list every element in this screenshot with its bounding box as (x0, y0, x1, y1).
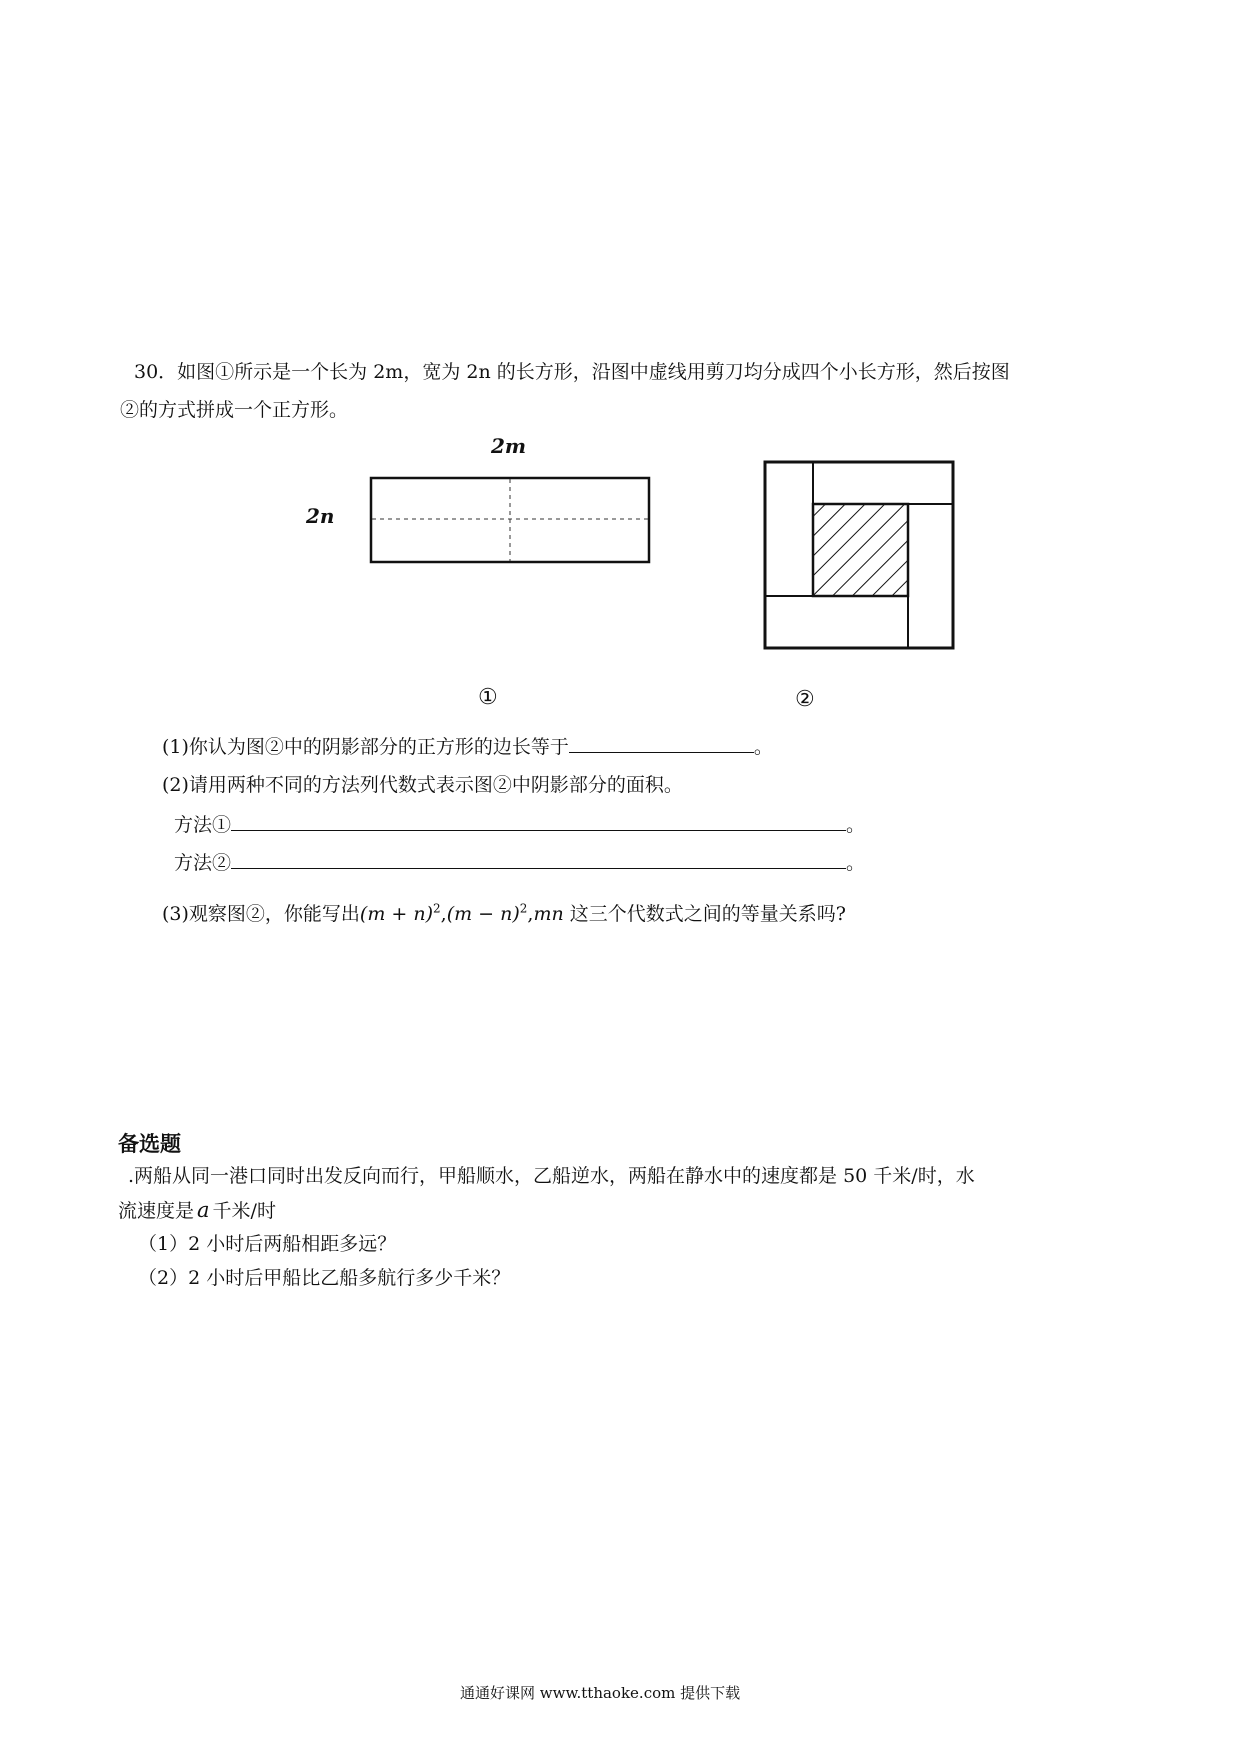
method1-line (174, 812, 865, 837)
sub3-exp-2: 2 (519, 901, 528, 916)
extra-section-title: 备选题 (118, 1132, 181, 1156)
method1-answer-blank[interactable] (231, 812, 846, 831)
small-rect-top (813, 462, 953, 504)
sub1-answer-blank[interactable] (569, 734, 754, 753)
extra-variable-a: a (197, 1198, 210, 1222)
method1-label: 方法① (174, 814, 232, 836)
method2-line (174, 850, 865, 875)
method2-label: 方法② (174, 852, 232, 874)
sub1-line (162, 734, 773, 759)
sub3-comma-2: , (527, 903, 534, 925)
sub2-text: (2)请用两种不同的方法列代数式表示图②中阴影部分的面积。 (162, 774, 683, 796)
method1-end: 。 (846, 814, 866, 836)
sub3-pre: (3)观察图②，你能写出 (162, 903, 360, 925)
extra-q1: （1）2 小时后两船相距多远？ (138, 1233, 397, 1255)
extra-line2 (118, 1198, 276, 1223)
page-footer: 通通好课网 www.tthaoke.com 提供下载 (460, 1684, 741, 1702)
method2-answer-blank[interactable] (231, 850, 846, 869)
sub3-comma-1: , (440, 903, 447, 925)
sub1-text: (1)你认为图②中的阴影部分的正方形的边长等于 (162, 736, 569, 758)
method2-end: 。 (846, 852, 866, 874)
small-rect-left (765, 462, 813, 596)
extra-line2-pre: 流速度是 (118, 1200, 195, 1222)
figure-2-square (760, 450, 965, 655)
sub1-end: 。 (753, 736, 773, 758)
sub3-line (162, 902, 846, 926)
q30-line1: 30．如图①所示是一个长为 2m，宽为 2n 的长方形，沿图中虚线用剪刀均分成四个小长方形，然后按图 (134, 361, 1010, 383)
small-rect-bottom (765, 596, 908, 648)
extra-line1: .两船从同一港口同时出发反向而行，甲船顺水，乙船逆水，两船在静水中的速度都是 50 千米/时，水 (128, 1165, 975, 1187)
fig1-left-label: 2n (306, 504, 335, 528)
extra-q2: （2）2 小时后甲船比乙船多航行多少千米？ (138, 1267, 511, 1289)
sub3-post: 这三个代数式之间的等量关系吗? (569, 903, 846, 925)
sub3-exp-1: 2 (433, 901, 441, 916)
shaded-center-square (813, 504, 908, 596)
figure-1-rectangle (360, 466, 660, 576)
fig1-top-label: 2m (491, 434, 527, 458)
sub3-expr-diff: (m − n) (446, 903, 520, 925)
small-rect-right (908, 504, 953, 648)
sub3-expr-product: mn (533, 903, 564, 925)
extra-line2-post: 千米/时 (212, 1200, 276, 1222)
fig1-caption: ① (478, 685, 498, 710)
sub3-expr-sum: (m + n) (359, 903, 433, 925)
fig2-caption: ② (795, 687, 815, 712)
q30-line2: ②的方式拼成一个正方形。 (120, 399, 349, 421)
